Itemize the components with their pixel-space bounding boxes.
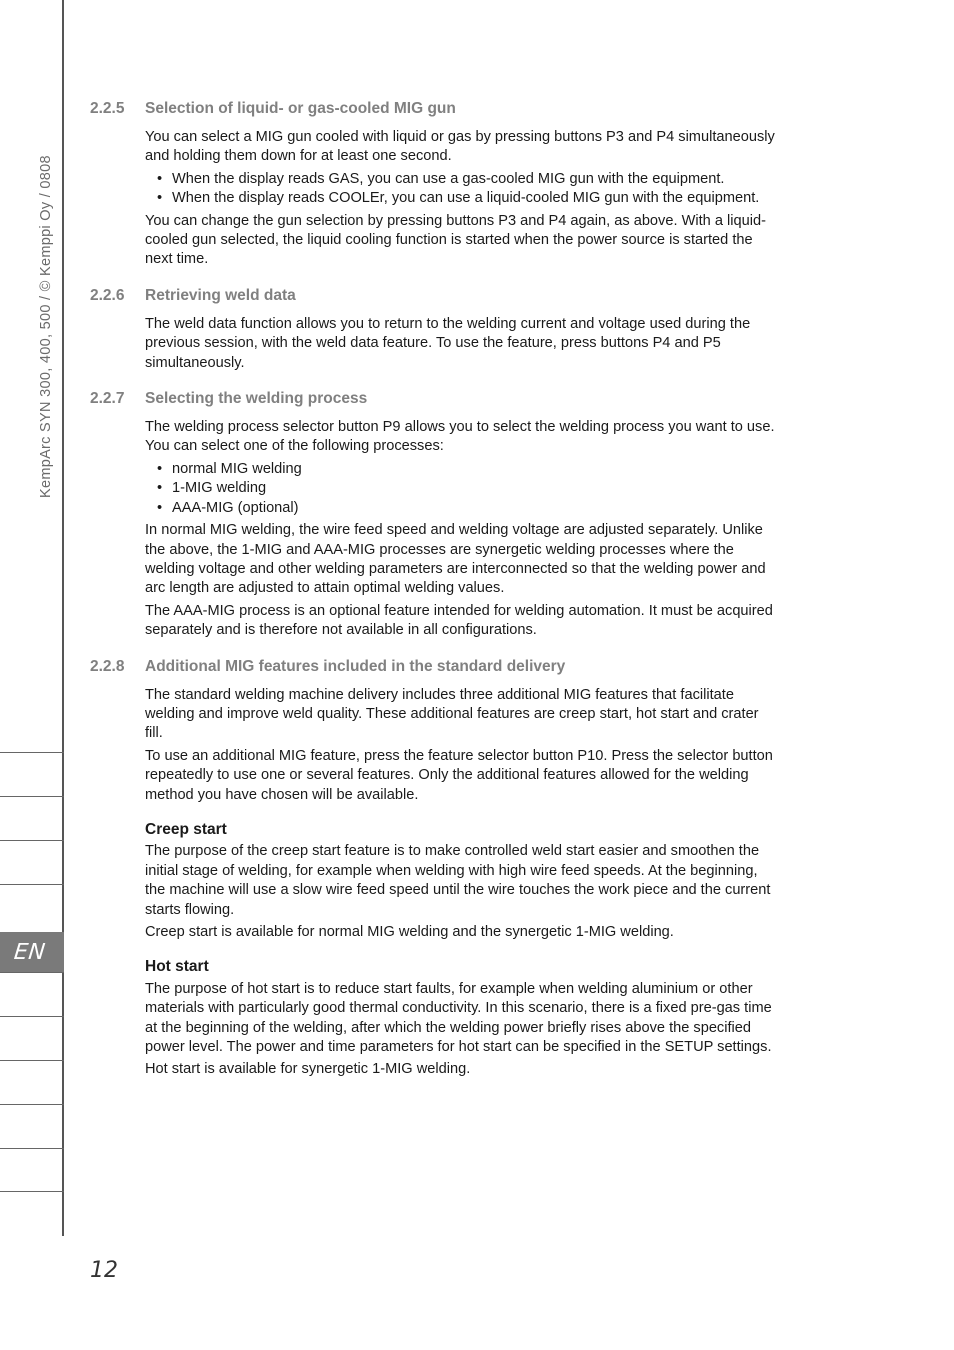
section-2-2-6	[90, 287, 780, 373]
section-number: 2.2.8	[90, 657, 125, 675]
section-number: 2.2.5	[90, 100, 125, 117]
language-tab-empty	[0, 884, 64, 932]
language-tab-label: EN	[12, 940, 47, 965]
section-title: Selection of liquid- or gas-cooled MIG gun	[145, 100, 456, 117]
section-body	[145, 128, 780, 270]
paragraph: The welding process selector button P9 allows you to select the welding process you want to use. You can select one of the following processes:	[145, 419, 775, 455]
language-tab-empty	[0, 752, 64, 796]
paragraph: The standard welding machine delivery includes three additional MIG features that facilitate welding and improve weld quality. These additional features are creep start, hot start and crater fill.	[145, 686, 759, 742]
page-number: 12	[90, 1258, 118, 1283]
paragraph: You can change the gun selection by pressing buttons P3 and P4 again, as above. With a liquid-cooled gun selected, the liquid cooling function is started when the power source is started the next time.	[145, 212, 766, 268]
paragraph: Hot start is available for synergetic 1-MIG welding.	[145, 1061, 471, 1078]
section-body	[145, 686, 780, 1080]
section-body	[145, 315, 780, 373]
section-heading	[90, 100, 780, 118]
paragraph: The purpose of the creep start feature is to make controlled weld start easier and smoothen the initial stage of welding, for example when welding with high wire feed speeds. At the beginning, the machine will use a slow wire feed speed until the wire touches the work piece and the current starts flowing.	[145, 843, 771, 918]
section-heading	[90, 390, 780, 408]
section-title: Retrieving weld data	[145, 286, 296, 304]
section-number: 2.2.7	[90, 390, 125, 408]
language-tab-empty	[0, 1104, 64, 1148]
section-number: 2.2.6	[90, 286, 125, 304]
language-tab-empty	[0, 972, 64, 1016]
section-body	[145, 418, 780, 640]
paragraph: The purpose of hot start is to reduce start faults, for example when welding aluminium or other materials with particularly good thermal conductivity. In this scenario, there is a fixed pre-gas time at the beginning of the welding, after which the welding power briefly rises above the specified power level. The power and time parameters for hot start can be specified in the SETUP settings.	[145, 980, 772, 1056]
subheading-hot-start: Hot start	[145, 958, 209, 976]
language-tab-empty	[0, 840, 64, 884]
paragraph: In normal MIG welding, the wire feed speed and welding voltage are adjusted separately. Unlike the above, the 1-MIG and AAA-MIG processes are synergetic welding processes where the welding voltage and other welding parameters are interconnected so that the welding power and arc length are adjusted to attain optimal welding values.	[145, 522, 766, 597]
paragraph: Creep start is available for normal MIG welding and the synergetic 1-MIG welding.	[145, 924, 674, 940]
subheading-creep-start: Creep start	[145, 820, 227, 838]
language-tab-empty	[0, 1016, 64, 1060]
language-tab-empty	[0, 1148, 64, 1192]
language-tab-empty	[0, 1060, 64, 1104]
section-2-2-8	[90, 658, 780, 1080]
list-item: • AAA-MIG (optional)	[145, 499, 780, 518]
section-title: Selecting the welding process	[145, 390, 368, 408]
paragraph: The weld data function allows you to return to the welding current and voltage used during the previous session, with the weld data feature. To use the feature, press buttons P4 and P5 simultaneously.	[145, 315, 751, 371]
bullet-list	[145, 170, 780, 209]
section-2-2-5	[90, 100, 780, 270]
language-tab-empty	[0, 796, 64, 840]
section-heading	[90, 658, 780, 676]
section-title: Additional MIG features included in the standard delivery	[145, 657, 566, 675]
document-title-text: KempArc SYN 300, 400, 500 / © Kemppi Oy / 0808	[38, 155, 54, 498]
paragraph: The AAA-MIG process is an optional feature intended for welding automation. It must be acquired separately and is therefore not available in all configurations.	[145, 602, 773, 639]
list-item: • 1-MIG welding	[145, 479, 780, 498]
list-item: • normal MIG welding	[145, 460, 780, 479]
language-tab-en[interactable]	[0, 932, 64, 972]
page-content	[90, 100, 780, 1097]
list-item: • When the display reads GAS, you can use a gas-cooled MIG gun with the equipment.	[145, 170, 780, 189]
document-title-vertical	[38, 100, 58, 500]
language-tabs	[0, 752, 64, 1192]
paragraph: To use an additional MIG feature, press the feature selector button P10. Press the selector button repeatedly to use one or several features. Only the additional features allowed for the welding method you have chosen will be available.	[145, 747, 773, 803]
list-item: • When the display reads COOLEr, you can use a liquid-cooled MIG gun with the equipment.	[145, 189, 780, 208]
bullet-list	[145, 460, 780, 518]
paragraph: You can select a MIG gun cooled with liquid or gas by pressing buttons P3 and P4 simultaneously and holding them down for at least one second.	[145, 129, 775, 165]
section-heading	[90, 287, 780, 305]
section-2-2-7	[90, 390, 780, 640]
